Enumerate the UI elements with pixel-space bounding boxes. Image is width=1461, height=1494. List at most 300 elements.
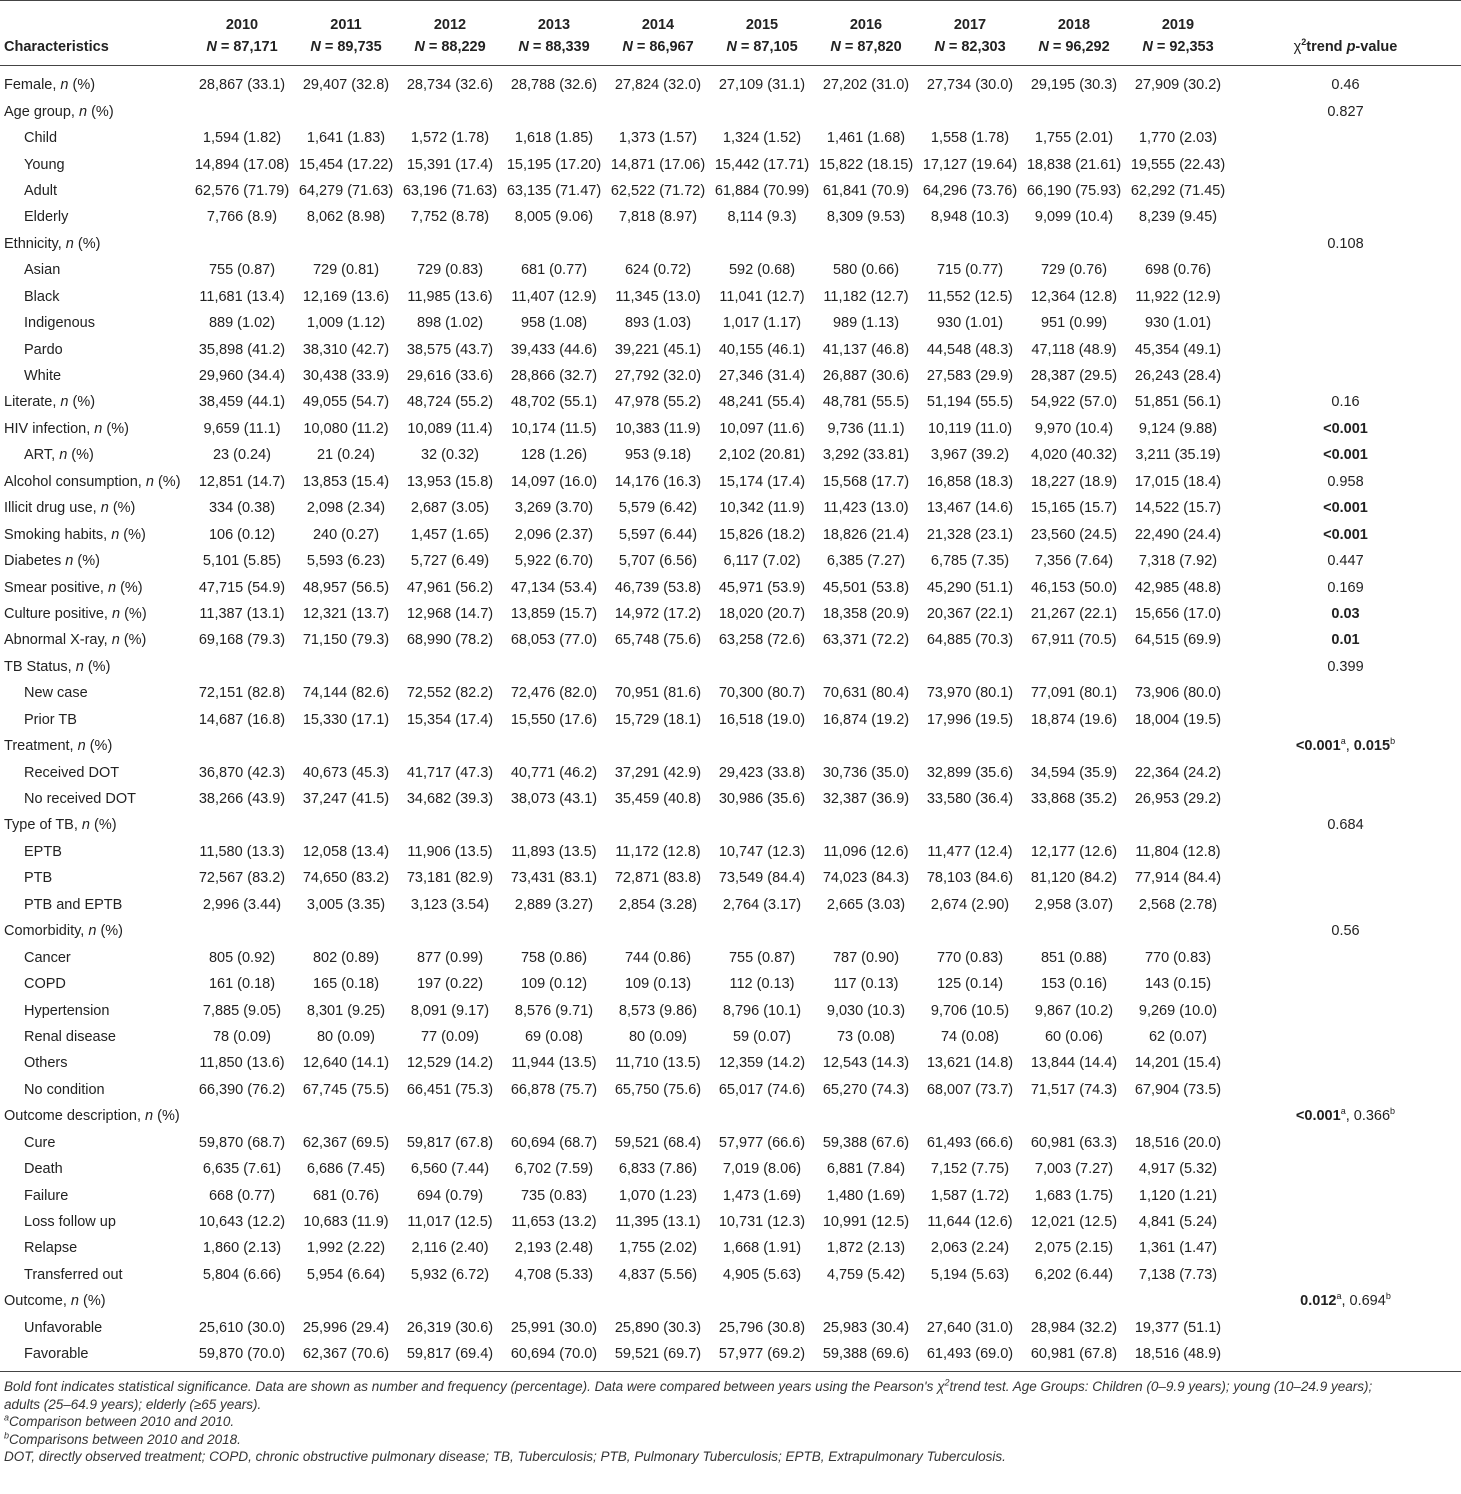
table-row: [0, 204, 1461, 230]
table-cell: 45,501 (53.8): [822, 579, 910, 596]
table-cell: 109 (0.13): [624, 976, 692, 993]
p-value-cell: [1230, 839, 1461, 865]
table-row: [0, 495, 1461, 521]
table-cell: 25,610 (30.0): [198, 1319, 286, 1336]
table-cell: 8,573 (9.86): [618, 1002, 698, 1019]
table-cell: 30,438 (33.9): [302, 368, 390, 385]
table-cell: 787 (0.90): [832, 949, 900, 966]
table-row: [0, 521, 1461, 547]
table-cell: 68,990 (78.2): [406, 632, 494, 649]
table-cell: 15,442 (17.71): [714, 156, 810, 173]
table-cell: 8,114 (9.3): [727, 209, 797, 226]
table-cell: 45,971 (53.9): [718, 579, 806, 596]
table-cell: 12,177 (12.6): [1030, 843, 1118, 860]
table-cell: 66,451 (75.3): [406, 1081, 494, 1098]
table-cell: 11,182 (12.7): [823, 288, 909, 305]
table-cell: 8,948 (10.3): [930, 209, 1010, 226]
table-cell: 240 (0.27): [312, 526, 380, 543]
table-cell: 2,687 (3.05): [410, 500, 490, 517]
table-cell: 10,683 (11.9): [303, 1214, 389, 1231]
table-cell: 63,258 (72.6): [718, 632, 806, 649]
table-cell: 28,866 (32.7): [510, 368, 598, 385]
table-cell: 11,922 (12.9): [1135, 288, 1221, 305]
table-cell: 64,279 (71.63): [298, 182, 394, 199]
table-cell: 715 (0.77): [936, 262, 1004, 279]
table-cell: [710, 1288, 814, 1314]
table-cell: 57,977 (69.2): [710, 1341, 814, 1372]
table-cell: 65,270 (74.3): [822, 1081, 910, 1098]
p-value-cell: <0.001: [1323, 420, 1368, 437]
table-cell: 62,292 (71.45): [1130, 182, 1226, 199]
table-cell: 61,841 (70.9): [822, 182, 910, 199]
table-cell: 6,117 (7.02): [723, 553, 801, 570]
table-cell: 1,618 (1.85): [514, 130, 594, 147]
table-cell: 694 (0.79): [416, 1187, 484, 1204]
table-cell: 15,354 (17.4): [406, 711, 494, 728]
table-cell: 2,102 (20.81): [718, 447, 806, 464]
header-sample-size: N = 87,105: [710, 33, 814, 66]
table-cell: [294, 1103, 398, 1129]
table-cell: 2,889 (3.27): [514, 896, 594, 913]
table-cell: [710, 231, 814, 257]
table-cell: [502, 654, 606, 680]
table-cell: 6,881 (7.84): [826, 1161, 906, 1178]
row-label: White: [24, 368, 62, 385]
table-cell: [294, 812, 398, 838]
table-cell: [710, 812, 814, 838]
table-cell: 18,874 (19.6): [1030, 711, 1118, 728]
table-cell: 12,640 (14.1): [302, 1055, 390, 1072]
table-cell: 27,734 (30.0): [926, 77, 1014, 94]
table-cell: 14,176 (16.3): [614, 473, 702, 490]
header-year: 2019: [1126, 1, 1230, 34]
table-cell: 10,174 (11.5): [511, 420, 597, 437]
table-row: [0, 389, 1461, 415]
table-cell: 125 (0.14): [936, 976, 1004, 993]
table-cell: 21,267 (22.1): [1030, 605, 1118, 622]
table-cell: 74 (0.08): [940, 1028, 1000, 1045]
p-value-cell: 0.827: [1327, 103, 1364, 120]
table-cell: 893 (1.03): [624, 315, 692, 332]
table-cell: 8,062 (8.98): [306, 209, 386, 226]
table-cell: [606, 231, 710, 257]
table-cell: 81,120 (84.2): [1030, 870, 1118, 887]
table-cell: 153 (0.16): [1040, 976, 1108, 993]
row-label: PTB: [24, 870, 53, 887]
table-cell: 26,319 (30.6): [406, 1319, 494, 1336]
table-cell: 67,745 (75.5): [302, 1081, 390, 1098]
table-cell: 989 (1.13): [832, 315, 900, 332]
table-row: [0, 310, 1461, 336]
row-label: Hypertension: [24, 1002, 110, 1019]
table-cell: 73,549 (84.4): [718, 870, 806, 887]
table-cell: [398, 1288, 502, 1314]
header-spacer: [0, 1, 190, 34]
table-row: [0, 416, 1461, 442]
table-cell: 59,870 (70.0): [190, 1341, 294, 1372]
table-cell: [294, 1288, 398, 1314]
table-cell: 11,345 (13.0): [615, 288, 701, 305]
table-cell: 65,750 (75.6): [614, 1081, 702, 1098]
row-label: Pardo: [24, 341, 63, 358]
table-row: [0, 627, 1461, 653]
table-cell: 59,870 (68.7): [198, 1134, 286, 1151]
table-cell: 1,009 (1.12): [306, 315, 386, 332]
table-cell: [918, 812, 1022, 838]
table-cell: [606, 654, 710, 680]
table-cell: 35,898 (41.2): [198, 341, 286, 358]
table-cell: 74,144 (82.6): [302, 685, 390, 702]
table-cell: 44,548 (48.3): [926, 341, 1014, 358]
row-label: Outcome, n (%): [4, 1293, 106, 1310]
table-cell: 11,477 (12.4): [927, 843, 1013, 860]
table-row: [0, 918, 1461, 944]
table-cell: 32 (0.32): [420, 447, 480, 464]
row-label: New case: [24, 685, 88, 702]
table-cell: 74,650 (83.2): [302, 870, 390, 887]
table-cell: [1126, 733, 1230, 759]
table-cell: 64,515 (69.9): [1134, 632, 1222, 649]
table-cell: 2,075 (2.15): [1034, 1240, 1114, 1257]
table-cell: 1,755 (2.02): [618, 1240, 698, 1257]
p-value-cell: 0.56: [1331, 923, 1360, 940]
table-cell: 8,301 (9.25): [306, 1002, 386, 1019]
table-cell: 78,103 (84.6): [926, 870, 1014, 887]
table-cell: [814, 98, 918, 124]
table-cell: 45,290 (51.1): [926, 579, 1014, 596]
table-cell: 953 (9.18): [624, 447, 692, 464]
table-cell: [398, 654, 502, 680]
table-cell: [398, 918, 502, 944]
table-cell: 2,116 (2.40): [411, 1240, 489, 1257]
table-cell: 1,120 (1.21): [1138, 1187, 1218, 1204]
table-cell: 59,817 (69.4): [398, 1341, 502, 1372]
table-cell: 72,567 (83.2): [198, 870, 286, 887]
row-label: ART, n (%): [24, 447, 94, 464]
table-cell: 27,202 (31.0): [822, 77, 910, 94]
table-cell: 117 (0.13): [833, 976, 899, 993]
table-cell: 3,269 (3.70): [514, 500, 594, 517]
table-cell: 41,717 (47.3): [406, 764, 494, 781]
table-cell: 23,560 (24.5): [1030, 526, 1118, 543]
table-cell: 161 (0.18): [208, 976, 276, 993]
table-footnotes: [0, 1372, 1461, 1466]
p-value-cell: [1230, 680, 1461, 706]
table-cell: 10,731 (12.3): [718, 1214, 806, 1231]
table-cell: 770 (0.83): [936, 949, 1004, 966]
table-cell: 5,194 (5.63): [930, 1266, 1010, 1283]
table-cell: 10,747 (12.3): [718, 843, 806, 860]
table-cell: 62,576 (71.79): [194, 182, 290, 199]
table-cell: 20,367 (22.1): [926, 605, 1014, 622]
table-cell: 37,291 (42.9): [614, 764, 702, 781]
table-cell: 1,683 (1.75): [1034, 1187, 1114, 1204]
table-cell: 16,518 (19.0): [718, 711, 806, 728]
table-row: [0, 1235, 1461, 1261]
table-cell: 851 (0.88): [1040, 949, 1108, 966]
table-cell: 11,096 (12.6): [823, 843, 909, 860]
table-cell: [918, 98, 1022, 124]
table-cell: 32,899 (35.6): [926, 764, 1014, 781]
table-cell: 2,098 (2.34): [306, 500, 386, 517]
p-value-cell: [1230, 151, 1461, 177]
table-cell: 6,702 (7.59): [514, 1161, 594, 1178]
footnote-a: $^a$Comparison between 2010 and 2010.: [4, 1412, 235, 1430]
table-cell: 17,127 (19.64): [922, 156, 1018, 173]
table-cell: 729 (0.76): [1040, 262, 1108, 279]
table-cell: 14,687 (16.8): [198, 711, 286, 728]
table-cell: 13,953 (15.8): [406, 473, 494, 490]
table-row: [0, 733, 1461, 759]
table-cell: 39,221 (45.1): [614, 341, 702, 358]
footnote-abbreviations: DOT, directly observed treatment; COPD, chronic obstructive pulmonary disease; TB, Tuberculosis; PTB, Pulmonary Tuberculosis; EPTB, Extrapulmonary Tuberculosis.: [4, 1449, 1006, 1465]
row-label: Female, n (%): [4, 77, 96, 94]
row-label: Young: [24, 156, 65, 173]
table-cell: 8,309 (9.53): [826, 209, 906, 226]
table-row: [0, 601, 1461, 627]
table-cell: 15,330 (17.1): [302, 711, 390, 728]
table-cell: 11,423 (13.0): [823, 500, 909, 517]
p-value-cell: [1230, 1130, 1461, 1156]
table-cell: 66,878 (75.7): [510, 1081, 598, 1098]
table-cell: 34,594 (35.9): [1030, 764, 1118, 781]
table-cell: 9,867 (10.2): [1034, 1002, 1114, 1019]
p-value-cell: [1230, 363, 1461, 389]
table-cell: 3,967 (39.2): [930, 447, 1010, 464]
table-cell: 80 (0.09): [316, 1028, 376, 1045]
table-cell: 5,707 (6.56): [618, 553, 698, 570]
row-label: Ethnicity, n (%): [4, 235, 101, 252]
table-cell: 11,041 (12.7): [719, 288, 805, 305]
table-cell: 16,874 (19.2): [822, 711, 910, 728]
table-cell: 73,181 (82.9): [406, 870, 494, 887]
table-cell: 66,190 (75.93): [1026, 182, 1122, 199]
table-cell: 12,321 (13.7): [302, 605, 390, 622]
table-row: [0, 1262, 1461, 1288]
table-cell: 930 (1.01): [1144, 315, 1212, 332]
table-cell: 15,656 (17.0): [1134, 605, 1222, 622]
table-cell: [1126, 1103, 1230, 1129]
table-row: [0, 1209, 1461, 1235]
table-cell: 59,388 (69.6): [814, 1341, 918, 1372]
row-label: Prior TB: [24, 711, 77, 728]
table-cell: 1,755 (2.01): [1034, 130, 1114, 147]
table-cell: 106 (0.12): [208, 526, 276, 543]
table-cell: 1,070 (1.23): [618, 1187, 698, 1204]
p-value-cell: [1230, 257, 1461, 283]
table-cell: [190, 231, 294, 257]
table-body: [0, 66, 1461, 1372]
p-value-cell: 0.012$^a$, 0.694$^b$: [1300, 1291, 1391, 1310]
table-cell: 12,543 (14.3): [822, 1055, 910, 1072]
table-cell: 6,385 (7.27): [826, 553, 906, 570]
row-label: Unfavorable: [24, 1319, 103, 1336]
table-cell: 33,868 (35.2): [1030, 791, 1118, 808]
table-cell: 624 (0.72): [624, 262, 692, 279]
header-sample-size: N = 87,820: [814, 33, 918, 66]
row-label: Culture positive, n (%): [4, 605, 147, 622]
table-cell: 7,019 (8.06): [722, 1161, 802, 1178]
table-cell: 11,710 (13.5): [615, 1055, 701, 1072]
table-cell: 5,579 (6.42): [618, 500, 698, 517]
row-label: No condition: [24, 1081, 105, 1098]
row-label: No received DOT: [24, 791, 137, 808]
header-characteristics: Characteristics: [0, 33, 190, 66]
table-cell: 62,522 (71.72): [610, 182, 706, 199]
table-cell: [814, 231, 918, 257]
table-cell: 10,119 (11.0): [927, 420, 1013, 437]
table-cell: 15,195 (17.20): [506, 156, 602, 173]
table-cell: 15,826 (18.2): [718, 526, 806, 543]
table-cell: 60 (0.06): [1044, 1028, 1104, 1045]
table-cell: 27,583 (29.9): [926, 368, 1014, 385]
table-cell: 7,752 (8.78): [410, 209, 490, 226]
table-cell: 51,194 (55.5): [926, 394, 1014, 411]
table-cell: 71,517 (74.3): [1030, 1081, 1118, 1098]
table-cell: 3,211 (35.19): [1135, 447, 1221, 464]
p-value-cell: <0.001: [1323, 526, 1368, 543]
row-label: Child: [24, 130, 58, 147]
table-cell: 30,736 (35.0): [822, 764, 910, 781]
table-row: [0, 574, 1461, 600]
row-label: Failure: [24, 1187, 69, 1204]
table-cell: [1126, 918, 1230, 944]
row-label: Type of TB, n (%): [4, 817, 117, 834]
table-cell: 7,766 (8.9): [206, 209, 278, 226]
table-cell: [502, 733, 606, 759]
table-cell: 61,493 (66.6): [926, 1134, 1014, 1151]
table-cell: [1022, 654, 1126, 680]
table-cell: 28,867 (33.1): [198, 77, 286, 94]
row-label: Relapse: [24, 1240, 78, 1257]
table-cell: 40,155 (46.1): [718, 341, 806, 358]
header-year: 2012: [398, 1, 502, 34]
table-cell: 78 (0.09): [212, 1028, 272, 1045]
table-cell: 59,817 (67.8): [406, 1134, 494, 1151]
table-cell: 12,169 (13.6): [302, 288, 390, 305]
table-row: [0, 707, 1461, 733]
table-cell: 48,702 (55.1): [510, 394, 598, 411]
p-value-cell: <0.001$^a$, 0.366$^b$: [1295, 1106, 1396, 1125]
table-cell: 1,668 (1.91): [722, 1240, 802, 1257]
table-cell: 61,884 (70.99): [714, 182, 810, 199]
table-cell: 29,195 (30.3): [1030, 77, 1118, 94]
p-value-cell: [1230, 1315, 1461, 1341]
table-cell: 1,770 (2.03): [1138, 130, 1218, 147]
table-cell: [190, 654, 294, 680]
table-cell: 11,172 (12.8): [615, 843, 701, 860]
table-cell: 10,089 (11.4): [407, 420, 493, 437]
header-year: 2014: [606, 1, 710, 34]
row-label: Elderly: [24, 209, 69, 226]
table-cell: 9,706 (10.5): [930, 1002, 1010, 1019]
table-cell: [502, 918, 606, 944]
table-row: [0, 1288, 1461, 1314]
table-cell: 18,826 (21.4): [822, 526, 910, 543]
table-cell: 29,616 (33.6): [406, 368, 494, 385]
table-cell: 45,354 (49.1): [1134, 341, 1222, 358]
table-cell: 15,550 (17.6): [510, 711, 598, 728]
table-cell: [710, 654, 814, 680]
table-cell: 11,850 (13.6): [199, 1055, 285, 1072]
table-row: [0, 151, 1461, 177]
table-cell: 9,970 (10.4): [1034, 420, 1114, 437]
table-cell: 47,118 (48.9): [1031, 341, 1117, 358]
table-cell: 889 (1.02): [208, 315, 276, 332]
table-cell: 10,383 (11.9): [615, 420, 701, 437]
table-cell: 63,196 (71.63): [402, 182, 498, 199]
table-cell: 9,030 (10.3): [826, 1002, 906, 1019]
table-cell: 14,097 (16.0): [510, 473, 598, 490]
table-cell: 65,748 (75.6): [614, 632, 702, 649]
row-label: Smear positive, n (%): [4, 579, 143, 596]
p-value-cell: 0.46: [1331, 77, 1360, 94]
table-cell: 7,152 (7.75): [930, 1161, 1010, 1178]
table-cell: 16,858 (18.3): [926, 473, 1014, 490]
p-value-cell: [1230, 1156, 1461, 1182]
table-cell: 9,659 (11.1): [203, 420, 281, 437]
table-row: [0, 1341, 1461, 1372]
table-row: [0, 1050, 1461, 1076]
table-cell: [1126, 654, 1230, 680]
table-cell: 11,395 (13.1): [615, 1214, 701, 1231]
row-label: Renal disease: [24, 1028, 116, 1045]
table-cell: 758 (0.86): [520, 949, 588, 966]
table-cell: 27,792 (32.0): [614, 368, 702, 385]
table-cell: 38,310 (42.7): [302, 341, 390, 358]
table-cell: 8,796 (10.1): [722, 1002, 802, 1019]
table-cell: [502, 1288, 606, 1314]
table-cell: 28,788 (32.6): [510, 77, 598, 94]
table-cell: 13,621 (14.8): [926, 1055, 1014, 1072]
p-value-cell: [1230, 971, 1461, 997]
table-cell: 77,914 (84.4): [1134, 870, 1222, 887]
table-cell: 48,241 (55.4): [718, 394, 806, 411]
table-cell: 2,096 (2.37): [514, 526, 594, 543]
table-cell: 2,193 (2.48): [514, 1240, 594, 1257]
table-cell: 64,885 (70.3): [926, 632, 1014, 649]
table-cell: 27,109 (31.1): [718, 77, 806, 94]
p-value-cell: [1230, 997, 1461, 1023]
row-label: Alcohol consumption, n (%): [4, 473, 181, 490]
table-cell: 26,953 (29.2): [1134, 791, 1222, 808]
table-cell: 12,968 (14.7): [406, 605, 494, 622]
table-cell: 28,734 (32.6): [406, 77, 494, 94]
table-cell: 14,972 (17.2): [614, 605, 702, 622]
table-cell: [1126, 98, 1230, 124]
p-value-cell: [1230, 336, 1461, 362]
table-cell: 1,572 (1.78): [410, 130, 490, 147]
table-cell: 74,023 (84.3): [822, 870, 910, 887]
table-cell: 15,822 (18.15): [818, 156, 914, 173]
p-value-cell: [1230, 1209, 1461, 1235]
table-cell: 2,674 (2.90): [930, 896, 1010, 913]
table-cell: 27,346 (31.4): [718, 368, 806, 385]
table-cell: 70,631 (80.4): [822, 685, 910, 702]
row-label: Outcome description, n (%): [4, 1108, 180, 1125]
table-cell: [606, 918, 710, 944]
p-value-cell: [1230, 284, 1461, 310]
table-cell: 7,818 (8.97): [618, 209, 698, 226]
table-cell: [918, 1103, 1022, 1129]
table-row: [0, 257, 1461, 283]
table-cell: 5,932 (6.72): [410, 1266, 490, 1283]
table-cell: [1022, 812, 1126, 838]
table-row: [0, 1130, 1461, 1156]
footnote-b: $^b$Comparisons between 2010 and 2018.: [4, 1430, 241, 1447]
table-row: [0, 654, 1461, 680]
table-cell: 11,644 (12.6): [927, 1214, 1013, 1231]
